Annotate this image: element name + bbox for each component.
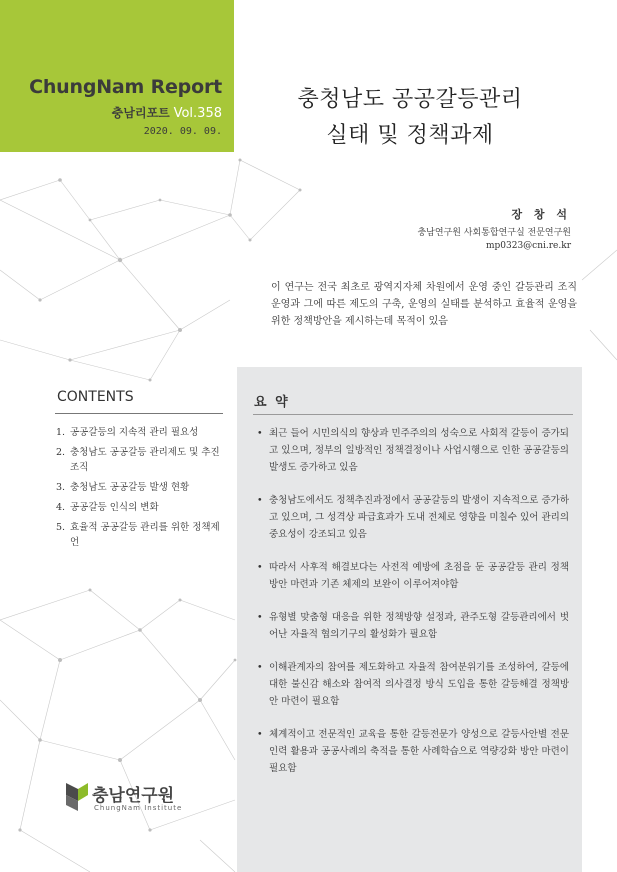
summary-item-text: 유형별 맞춤형 대응을 위한 정책방향 설정과, 관주도형 갈등관리에서 벗어난 자율적 협의기구의 활성화가 필요함 <box>269 612 569 640</box>
series-korean-name: 충남리포트 <box>111 106 170 120</box>
institute-english-name: ChungNam Institute <box>94 804 183 812</box>
bullet-icon: • <box>257 562 263 573</box>
toc-item-number: 3. <box>56 482 66 493</box>
toc-item[interactable] <box>56 445 226 475</box>
report-title-line-2: 실태 및 정책과제 <box>326 123 494 148</box>
toc-item-label: 공공갈등의 지속적 관리 필요성 <box>70 427 199 438</box>
series-title: ChungNam Report <box>29 76 222 98</box>
summary-item <box>257 559 569 593</box>
summary-item <box>257 609 569 643</box>
bullet-icon: • <box>257 495 263 506</box>
summary-list <box>257 425 569 793</box>
summary-item <box>257 726 569 777</box>
contents-heading: CONTENTS <box>57 389 134 405</box>
bullet-icon: • <box>257 662 263 673</box>
summary-item-text: 최근 들어 시민의식의 향상과 민주주의의 성숙으로 사회적 갈등이 증가되고 있으며, 정부의 일방적인 정책결정이나 사업시행으로 인한 공공갈등의 발생도 증가하고 있음 <box>269 428 569 473</box>
toc-item-number: 4. <box>56 502 66 513</box>
summary-item <box>257 425 569 476</box>
bullet-icon: • <box>257 428 263 439</box>
toc-item-number: 2. <box>56 447 66 458</box>
toc-item-label: 충청남도 공공갈등 발생 현황 <box>70 482 190 493</box>
summary-item-text: 체계적이고 전문적인 교육을 통한 갈등전문가 양성으로 갈등사안별 전문 인력 활용과 공공사례의 축적을 통한 사례학습으로 역량강화 방안 마련이 필요함 <box>269 729 569 774</box>
report-header-banner <box>0 0 234 152</box>
institute-name: 충남연구원 <box>92 786 175 806</box>
abstract-text: 이 연구는 전국 최초로 광역지자체 차원에서 운영 중인 갈등관리 조직 운영과 그에 따른 제도의 구축, 운영의 실태를 분석하고 효율적 운영을 위한 정책방안을 제시하는데 목적이 있음 <box>271 282 577 327</box>
bullet-icon: • <box>257 729 263 740</box>
report-title <box>280 82 540 154</box>
author-name: 장 창 석 <box>511 208 571 221</box>
summary-panel <box>237 367 582 872</box>
publication-date: 2020. 09. 09. <box>143 126 222 137</box>
contents-divider <box>55 413 223 414</box>
toc-item-label: 효율적 공공갈등 관리를 위한 정책제언 <box>70 522 220 548</box>
institute-logo <box>64 779 214 819</box>
toc-item[interactable] <box>56 480 226 495</box>
toc-item[interactable] <box>56 425 226 440</box>
toc-item[interactable] <box>56 500 226 515</box>
summary-item-text: 따라서 사후적 해결보다는 사전적 예방에 초점을 둔 공공갈등 관리 정책방안 마련과 기존 체제의 보완이 이루어져야함 <box>269 562 569 590</box>
bullet-icon: • <box>257 612 263 623</box>
summary-divider <box>253 414 573 415</box>
summary-item <box>257 659 569 710</box>
summary-item-text: 충청남도에서도 정책추진과정에서 공공갈등의 발생이 지속적으로 증가하고 있으며, 그 성격상 파급효과가 도내 전체로 영향을 미칠수 있어 관리의 중요성이 강조되고 있음 <box>269 495 569 540</box>
author-info <box>417 208 571 253</box>
series-volume <box>112 104 222 121</box>
author-email: mp0323@cni.re.kr <box>485 241 571 251</box>
toc-item-label: 충청남도 공공갈등 관리제도 및 추진조직 <box>70 447 220 473</box>
toc-item-number: 1. <box>56 427 66 438</box>
summary-heading: 요 약 <box>254 395 290 410</box>
toc-item-label: 공공갈등 인식의 변화 <box>70 502 159 513</box>
author-affiliation: 충남연구원 사회통합연구실 전문연구원 <box>417 228 571 238</box>
chungnam-institute-logo-icon <box>64 779 90 813</box>
toc-item[interactable] <box>56 520 226 550</box>
table-of-contents <box>56 425 226 555</box>
toc-item-number: 5. <box>56 522 66 533</box>
summary-item-text: 이해관계자의 참여를 제도화하고 자율적 참여분위기를 조성하여, 갈등에 대한 불신감 해소와 참여적 의사결정 방식 도입을 통한 갈등해결 정책방안 마련이 필요함 <box>269 662 569 707</box>
summary-item <box>257 492 569 543</box>
volume-number: Vol.358 <box>173 106 222 121</box>
report-title-line-1: 충청남도 공공갈등관리 <box>297 87 523 112</box>
